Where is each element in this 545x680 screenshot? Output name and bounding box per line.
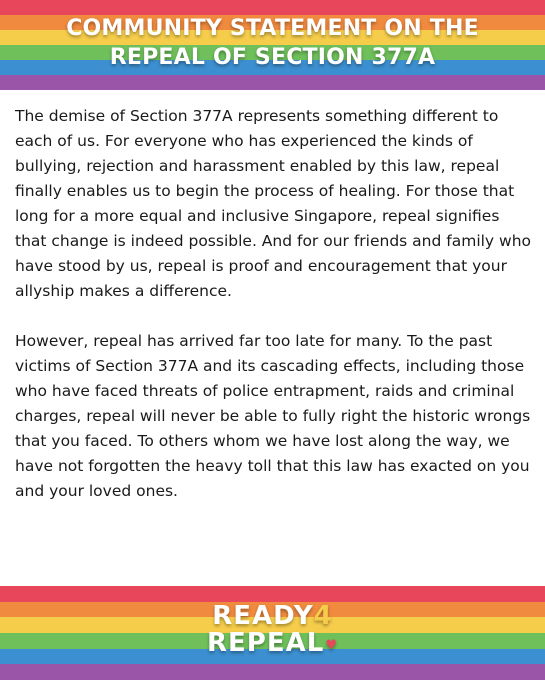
heart-icon: ♥: [325, 638, 338, 653]
page-title: [0, 14, 545, 72]
logo-number: 4: [313, 601, 333, 631]
ready4repeal-logo: [0, 603, 545, 659]
title-line-1: COMMUNITY STATEMENT ON THE: [66, 16, 479, 41]
logo-word-repeal: REPEAL: [207, 628, 325, 658]
rainbow-header-banner: [0, 0, 545, 90]
statement-paragraph-1: The demise of Section 377A represents something different to each of us. For everyone who has experienced the kinds of bullying, rejection and harassment enabled by this law, repeal finally enables us to begin the process of healing. For those that long for a more equal and inclusive Singapore, repeal signifies that change is indeed possible. And for our friends and family who have stood by us, repeal is proof and encouragement that your allyship makes a difference.: [15, 107, 532, 300]
logo-word-ready: READY: [212, 601, 314, 631]
statement-body: [15, 104, 535, 529]
title-line-2: REPEAL OF SECTION 377A: [109, 45, 436, 70]
statement-paragraph-2: However, repeal has arrived far too late for many. To the past victims of Section 377A and its cascading effects, including those who have faced threats of police entrapment, raids and criminal charges, repeal will never be able to fully right the historic wrongs that you faced. To others whom we have lost along the way, we have not forgotten the heavy toll that this law has exacted on you and your loved ones.: [15, 332, 531, 500]
rainbow-footer-banner: [0, 586, 545, 680]
